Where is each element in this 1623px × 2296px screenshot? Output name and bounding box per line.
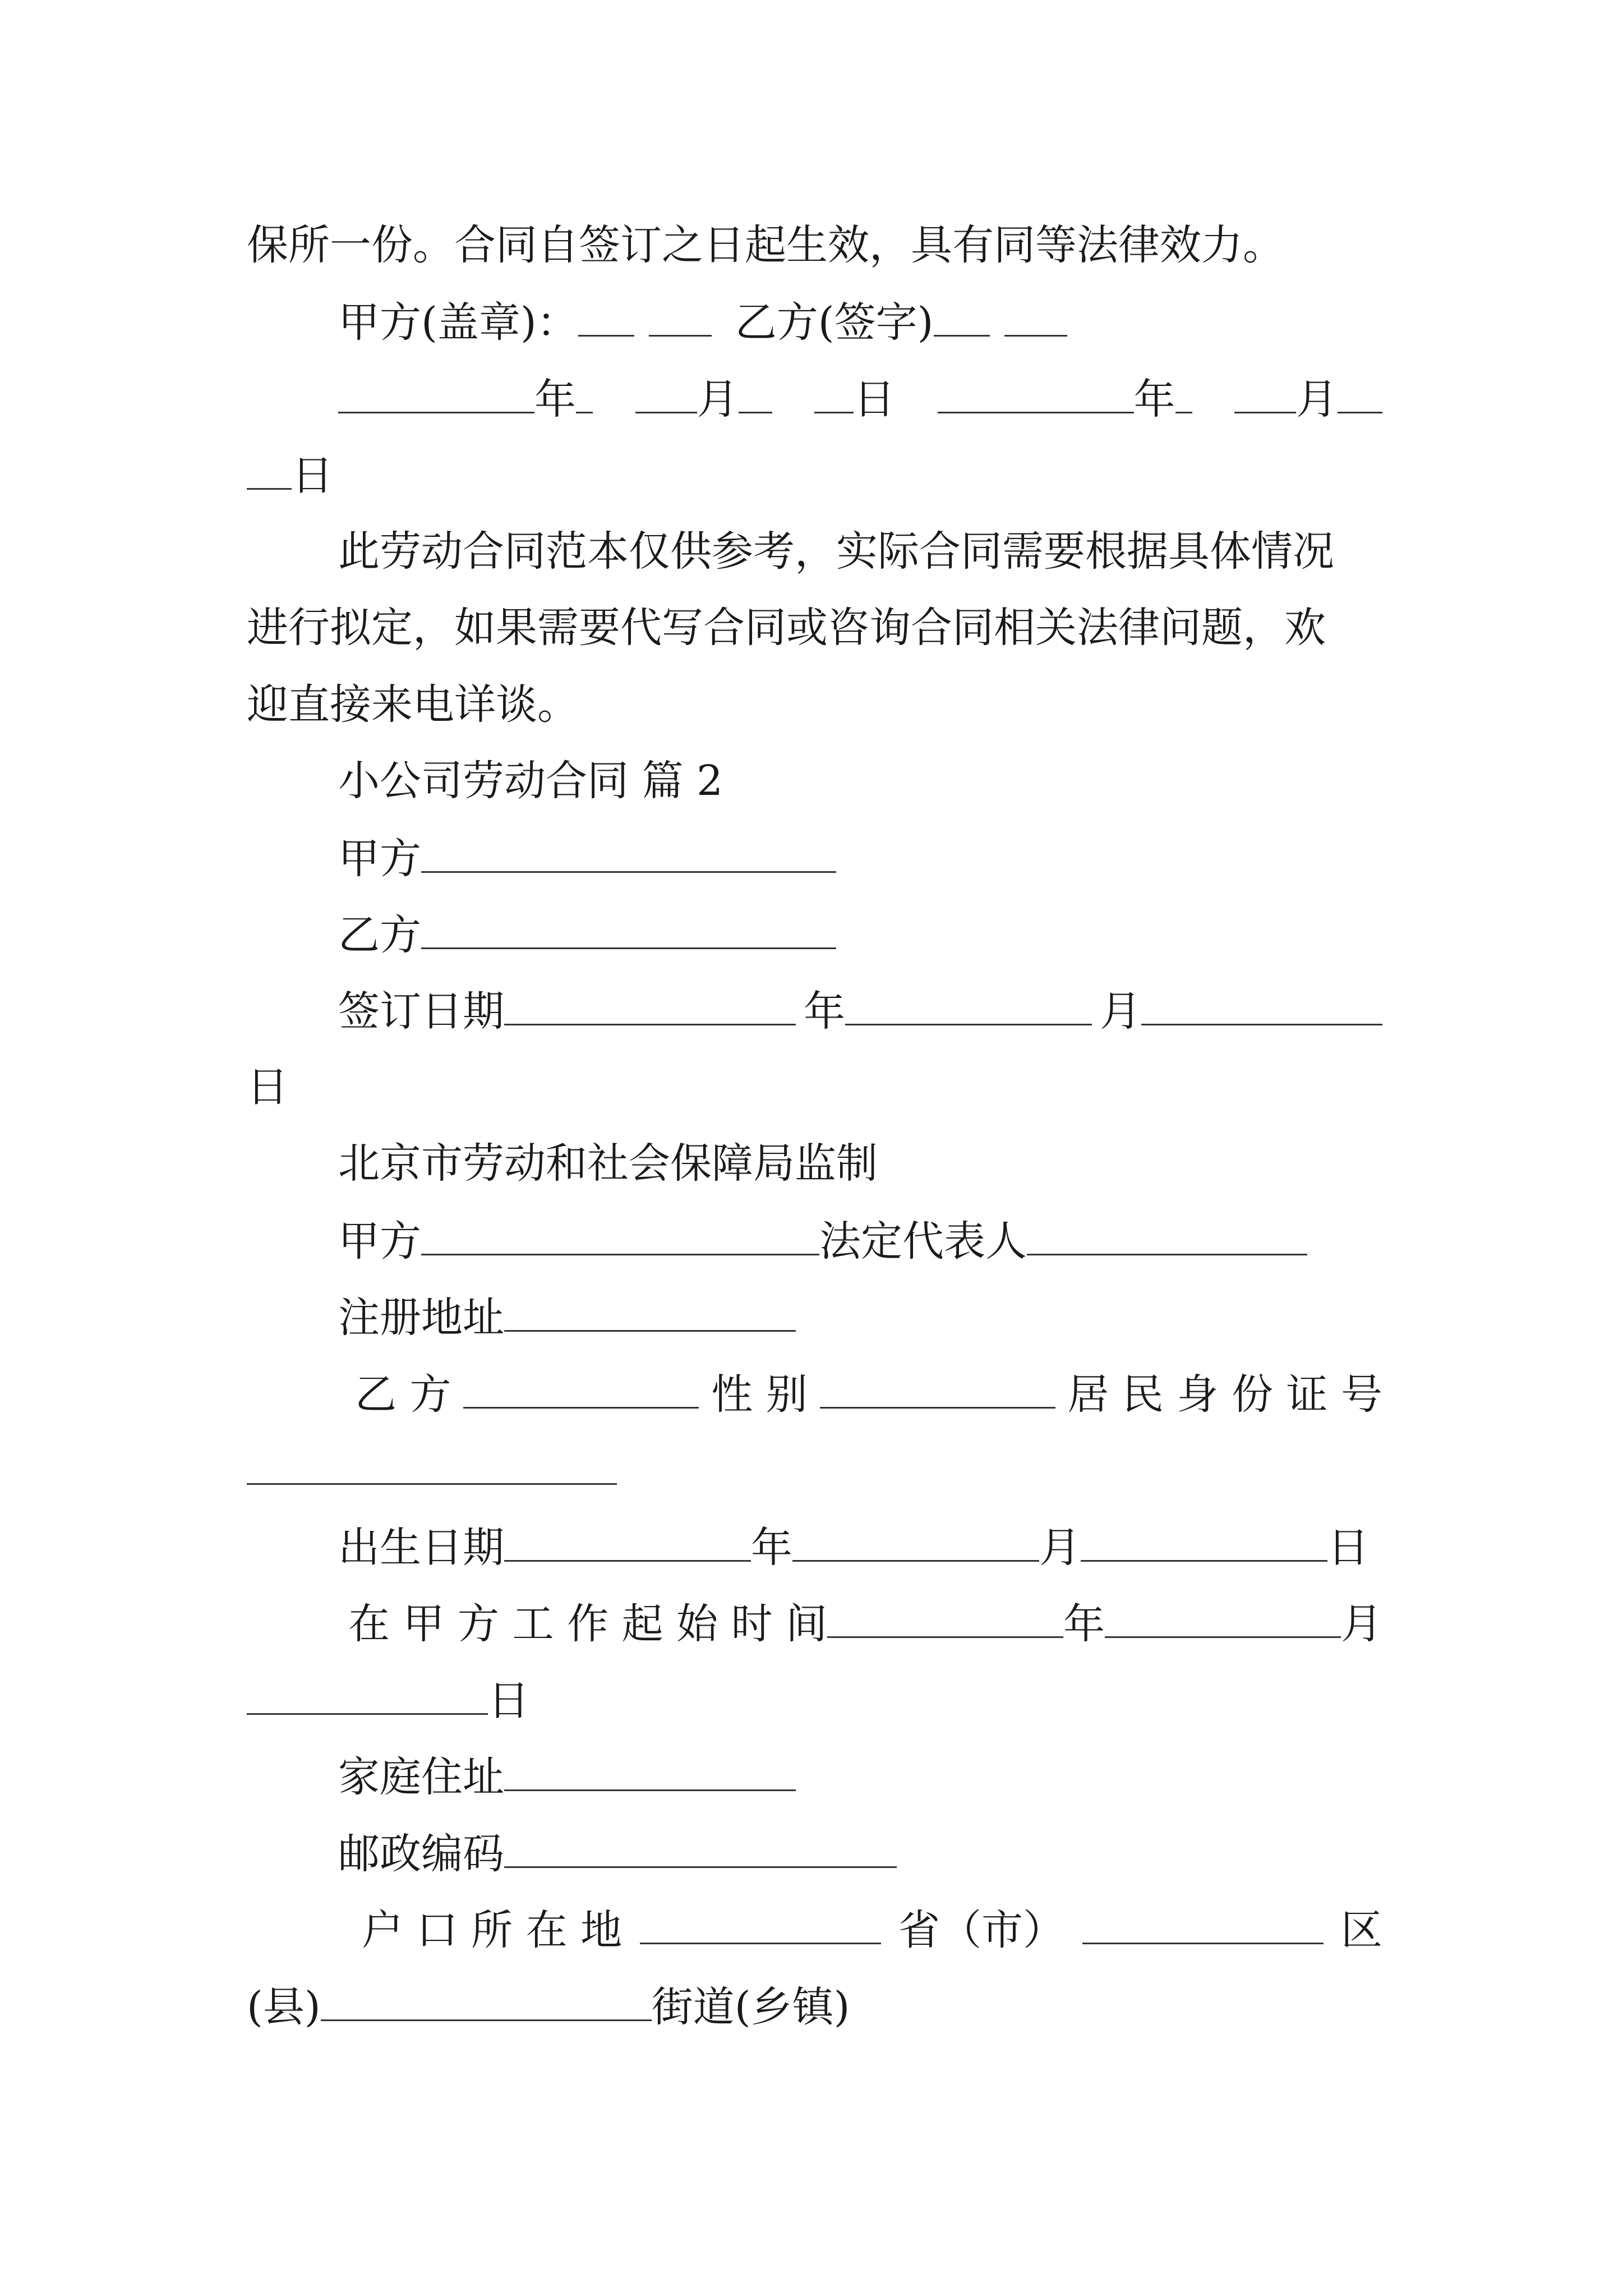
field-line [247, 1672, 529, 1728]
day-label: 日 [1327, 1524, 1369, 1572]
day-blank[interactable] [1081, 1519, 1327, 1562]
county-label: (县) [247, 1983, 321, 2031]
birth-date-label: 出生日期 [338, 1524, 504, 1572]
paragraph-text: 此劳动合同范本仅供参考，实际合同需要根据具体情况 [338, 527, 1334, 576]
field-line [338, 830, 836, 886]
month-label: 月 [1341, 1600, 1382, 1648]
year-blank[interactable] [504, 1519, 751, 1562]
month-blank[interactable] [635, 370, 697, 413]
day-blank[interactable] [1141, 982, 1382, 1025]
field-line [247, 1442, 617, 1498]
party-a-seal-blank[interactable] [649, 293, 712, 337]
year-blank[interactable] [504, 982, 796, 1025]
field-line [338, 1212, 1307, 1268]
party-a-label: 甲方 [338, 1217, 421, 1266]
month-label: 月 [1296, 375, 1338, 424]
year-blank[interactable] [338, 370, 534, 413]
month-label: 月 [1100, 987, 1141, 1036]
month-label: 月 [697, 375, 739, 424]
postal-code-label: 邮政编码 [338, 1830, 504, 1878]
start-date-label: 在 甲 方 工 作 起 始 时 间 [348, 1600, 828, 1648]
gender-label: 性 别 [711, 1370, 808, 1419]
day-label: 日 [854, 375, 895, 424]
registered-address-label: 注册地址 [338, 1294, 504, 1342]
hukou-line [247, 1978, 850, 2034]
text-line [247, 217, 1284, 273]
signing-date-line [338, 982, 1382, 1038]
year-blank[interactable] [827, 1595, 1063, 1638]
month-blank[interactable] [1234, 370, 1296, 413]
field-line [338, 1365, 1382, 1421]
party-b-sign-blank[interactable] [1004, 293, 1067, 337]
section-title: 小公司劳动合同 篇 2 [338, 757, 723, 805]
party-a-blank[interactable] [421, 830, 836, 873]
supervisor-text: 北京市劳动和社会保障局监制 [338, 1139, 878, 1188]
year-label: 年 [1063, 1600, 1105, 1648]
field-line [338, 906, 836, 962]
legal-rep-blank[interactable] [1027, 1212, 1307, 1255]
day-label: 日 [292, 452, 333, 500]
day-label: 日 [488, 1677, 529, 1725]
month-blank[interactable] [845, 982, 1092, 1025]
day-label: 日 [247, 1063, 288, 1111]
text-line [247, 447, 333, 503]
field-line [338, 1825, 897, 1881]
postal-code-blank[interactable] [504, 1825, 897, 1868]
gender-blank[interactable] [820, 1365, 1055, 1409]
registered-address-blank[interactable] [504, 1289, 796, 1332]
party-b-sign-blank[interactable] [934, 293, 990, 337]
year-label: 年 [804, 987, 845, 1036]
year-label: 年 [1133, 375, 1175, 424]
hukou-line [338, 1901, 1382, 1957]
party-a-label: 甲方 [338, 835, 421, 883]
party-a-seal-label: 甲方(盖章)： [338, 298, 578, 347]
month-label: 月 [1039, 1524, 1081, 1572]
street-blank[interactable] [321, 1978, 652, 2021]
year-blank[interactable] [938, 370, 1134, 413]
party-a-seal-blank[interactable] [578, 293, 634, 337]
day-blank[interactable] [247, 1672, 488, 1715]
district-blank[interactable] [1082, 1901, 1324, 1944]
paragraph-text: 迎直接来电详谈。 [247, 680, 579, 729]
text-line [247, 1059, 288, 1115]
paragraph-text: 进行拟定，如果需要代写合同或咨询合同相关法律问题，欢 [247, 604, 1326, 652]
id-number-blank[interactable] [247, 1442, 617, 1485]
note-line [247, 600, 1382, 656]
street-label: 街道(乡镇) [651, 1983, 850, 2031]
day-blank[interactable] [247, 447, 292, 490]
note-line [338, 523, 1382, 579]
month-blank[interactable] [792, 1519, 1039, 1562]
party-b-label: 乙 方 [355, 1370, 451, 1419]
day-blank[interactable] [1338, 370, 1382, 413]
legal-rep-label: 法定代表人 [819, 1217, 1027, 1266]
party-b-sign-label: 乙方(签字) [735, 298, 934, 347]
district-label: 区 [1340, 1906, 1382, 1954]
note-line [247, 677, 579, 733]
birth-date-line [338, 1519, 1369, 1575]
day-blank[interactable] [814, 370, 854, 413]
hukou-label: 户 口 所 在 地 [362, 1906, 623, 1954]
home-address-blank[interactable] [504, 1748, 796, 1791]
year-blank[interactable] [1175, 370, 1192, 413]
year-label: 年 [751, 1524, 792, 1572]
field-line [338, 1748, 796, 1804]
id-number-label: 居 民 身 份 证 号 [1067, 1370, 1382, 1419]
party-b-blank[interactable] [421, 906, 836, 949]
month-blank[interactable] [739, 370, 772, 413]
signing-date-label: 签订日期 [338, 987, 504, 1036]
month-blank[interactable] [1105, 1595, 1341, 1638]
province-blank[interactable] [640, 1901, 881, 1944]
party-a-blank[interactable] [421, 1212, 819, 1255]
party-b-blank[interactable] [463, 1365, 699, 1409]
province-label: 省（市） [898, 1906, 1065, 1954]
start-date-line [338, 1595, 1382, 1651]
year-label: 年 [534, 375, 576, 424]
signature-line [338, 293, 1067, 349]
paragraph-text: 保所一份。合同自签订之日起生效，具有同等法律效力。 [247, 221, 1284, 269]
party-b-label: 乙方 [338, 911, 421, 959]
year-blank[interactable] [576, 370, 593, 413]
field-line [338, 1289, 796, 1345]
home-address-label: 家庭住址 [338, 1753, 504, 1801]
date-line [338, 370, 1382, 426]
section-heading [338, 753, 723, 809]
supervisor-line [338, 1135, 878, 1191]
